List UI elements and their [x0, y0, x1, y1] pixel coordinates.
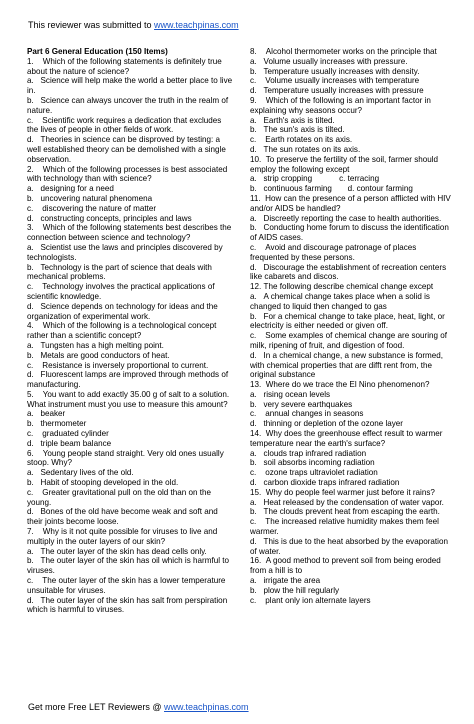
page-header	[28, 20, 239, 30]
question-line: 13. Where do we trace the El Nino phenomenon?	[250, 380, 430, 390]
part-title: Part 6 General Education (150 Items)	[27, 47, 168, 56]
question-line: b. For a chemical change to take place, heat, light, or electricity is either needed or given off.	[250, 311, 445, 331]
question-line: a. Heat released by the condensation of water vapor.	[250, 497, 444, 507]
question-line: a. Science will help make the world a better place to live in.	[27, 76, 233, 96]
question-line: a. designing for a need	[27, 184, 114, 194]
question-line: b. Metals are good conductors of heat.	[27, 350, 170, 360]
question-line: d. Theories in science can be disproved by testing: a well established theory can be demolished with a single observation.	[27, 135, 226, 164]
question-line: 8. Alcohol thermometer works on the principle that	[250, 47, 437, 56]
question-line: 14. Why does the greenhouse effect result to warmer temperature near the earth's surface?	[250, 429, 443, 448]
question-line: b. Temperature usually increases with density.	[250, 66, 420, 76]
question-line: b. plow the hill regularly	[250, 585, 340, 595]
question-line: d. Fluorescent lamps are improved through methods of manufacturing.	[27, 370, 229, 390]
question-line: 5. You want to add exactly 35.00 g of salt to a solution. What instrument must you use to measure this amount?	[27, 389, 230, 409]
question-line: 6. Young people stand straight. Very old ones usually stoop. Why?	[27, 448, 224, 468]
question-line: d. Bones of the old have become weak and soft and their joints become loose.	[27, 507, 218, 527]
question-line: b. uncovering natural phenomena	[27, 193, 153, 203]
question-line: a. Scientist use the laws and principles discovered by technologists.	[27, 242, 223, 262]
question-line: 15. Why do people feel warmer just before it rains?	[250, 487, 435, 497]
question-line: c. Earth rotates on its axis.	[250, 135, 353, 145]
question-line: d. triple beam balance	[27, 438, 112, 448]
question-line: d. Science depends on technology for ideas and the organization of experimental work.	[27, 301, 218, 321]
question-line: d. The sun rotates on its axis.	[250, 144, 361, 154]
question-line: c. annual changes in seasons	[250, 409, 364, 419]
question-line: d. thinning or depletion of the ozone layer	[250, 419, 403, 429]
page-footer	[28, 702, 249, 712]
question-line: b. Science can always uncover the truth in the realm of nature.	[27, 95, 229, 115]
question-line: c. ozone traps ultraviolet radiation	[250, 468, 378, 478]
footer-text: Get more Free LET Reviewers @	[28, 702, 165, 712]
question-line: a. Earth's axis is tilted.	[250, 115, 335, 125]
question-line: a. Discreetly reporting the case to health authorities.	[250, 213, 442, 223]
question-line: 11. How can the presence of a person afflicted with HIV and/or AIDS be handled?	[250, 193, 451, 213]
question-line: c. Scientific work requires a dedication that excludes the lives of people in other fields of work.	[27, 115, 222, 135]
question-line: 10. To preserve the fertility of the soil, farmer should employ the following except	[250, 154, 439, 174]
question-line: b. The outer layer of the skin has oil which is harmful to viruses.	[27, 556, 229, 576]
question-line: b. very severe earthquakes	[250, 399, 353, 409]
question-line: 3. Which of the following statements best describes the connection between science and technology?	[27, 223, 232, 243]
question-line: c. Technology involves the practical applications of scientific knowledge.	[27, 282, 215, 301]
question-line: b. soil absorbs incoming radiation	[250, 458, 375, 468]
left-column	[27, 47, 233, 615]
question-line: 9. Which of the following is an important factor in explaining why seasons occur?	[250, 95, 431, 115]
question-line: c. Volume usually increases with temperature	[250, 76, 420, 86]
question-line: 12. The following describe chemical change except	[250, 282, 434, 292]
header-text: This reviewer was submitted to	[28, 20, 155, 30]
question-line: d. Temperature usually increases with pressure	[250, 86, 424, 96]
question-line: a. irrigate the area	[250, 576, 321, 586]
question-line: a. strip cropping c. terracing	[250, 174, 380, 184]
question-line: b. The clouds prevent heat from escaping the earth.	[250, 507, 440, 517]
question-line: d. carbon dioxide traps infrared radiation	[250, 478, 400, 488]
question-line: a. The outer layer of the skin has dead cells only.	[27, 546, 207, 556]
header-link[interactable]: www.teachpinas.com	[154, 20, 239, 30]
question-line: a. A chemical change takes place when a solid is changed to liquid then changed to gas	[250, 291, 430, 311]
question-line: c. graduated cylinder	[27, 429, 109, 439]
question-line: d. constructing concepts, principles and laws	[27, 213, 192, 223]
question-line: 1. Which of the following statements is definitely true about the nature of science?	[27, 56, 222, 76]
question-line: b. continuous farming d. contour farming	[250, 184, 413, 194]
question-line: a. clouds trap infrared radiation	[250, 448, 367, 458]
question-line: b. Habit of stooping developed in the old.	[27, 478, 179, 488]
footer-link[interactable]: www.teachpinas.com	[164, 702, 249, 712]
right-column	[250, 47, 456, 605]
question-line: a. beaker	[27, 409, 66, 419]
question-line: c. The outer layer of the skin has a lower temperature unsuitable for viruses.	[27, 576, 226, 595]
question-line: c. The increased relative humidity makes them feel warmer.	[250, 517, 439, 537]
question-line: 4. Which of the following is a technological concept rather than a scientific concept?	[27, 321, 217, 341]
question-line: a. Volume usually increases with pressure.	[250, 56, 408, 66]
question-line: a. Tungsten has a high melting point.	[27, 340, 164, 350]
question-line: d. This is due to the heat absorbed by the evaporation of water.	[250, 536, 448, 556]
question-line: d. In a chemical change, a new substance is formed, with chemical properties that are difft rent from, the original substance	[250, 350, 444, 380]
question-line: c. Some examples of chemical change are souring of milk, ripening of fruit, and digestion of food.	[250, 331, 448, 350]
question-line: c. Greater gravitational pull on the old than on the young.	[27, 487, 212, 507]
question-line: c. discovering the nature of matter	[27, 203, 157, 213]
question-line: b. thermometer	[27, 419, 87, 429]
question-line: 2. Which of the following processes is best associated with technology than with science?	[27, 164, 228, 184]
question-line: b. Technology is the part of science that deals with mechanical problems.	[27, 262, 212, 282]
question-line: d. The outer layer of the skin has salt from perspiration which is harmful to viruses.	[27, 595, 228, 615]
question-line: 7. Why is it not quite possible for viruses to live and multiply in the outer layers of our skin?	[27, 527, 218, 546]
question-line: 16. A good method to prevent soil from being eroded from a hill is to	[250, 556, 441, 576]
question-line: c. plant only ion alternate layers	[250, 595, 371, 605]
question-line: a. rising ocean levels	[250, 389, 331, 399]
question-line: d. Discourage the establishment of recreation centers like cabarets and discos.	[250, 262, 447, 282]
question-line: a. Sedentary lives of the old.	[27, 468, 134, 478]
question-line: b. The sun's axis is tilted.	[250, 125, 345, 135]
question-line: c. Avoid and discourage patronage of places frequented by these persons.	[250, 242, 417, 262]
question-line: b. Conducting home forum to discuss the identification of AIDS cases.	[250, 223, 449, 243]
question-line: c. Resistance is inversely proportional to current.	[27, 360, 209, 370]
